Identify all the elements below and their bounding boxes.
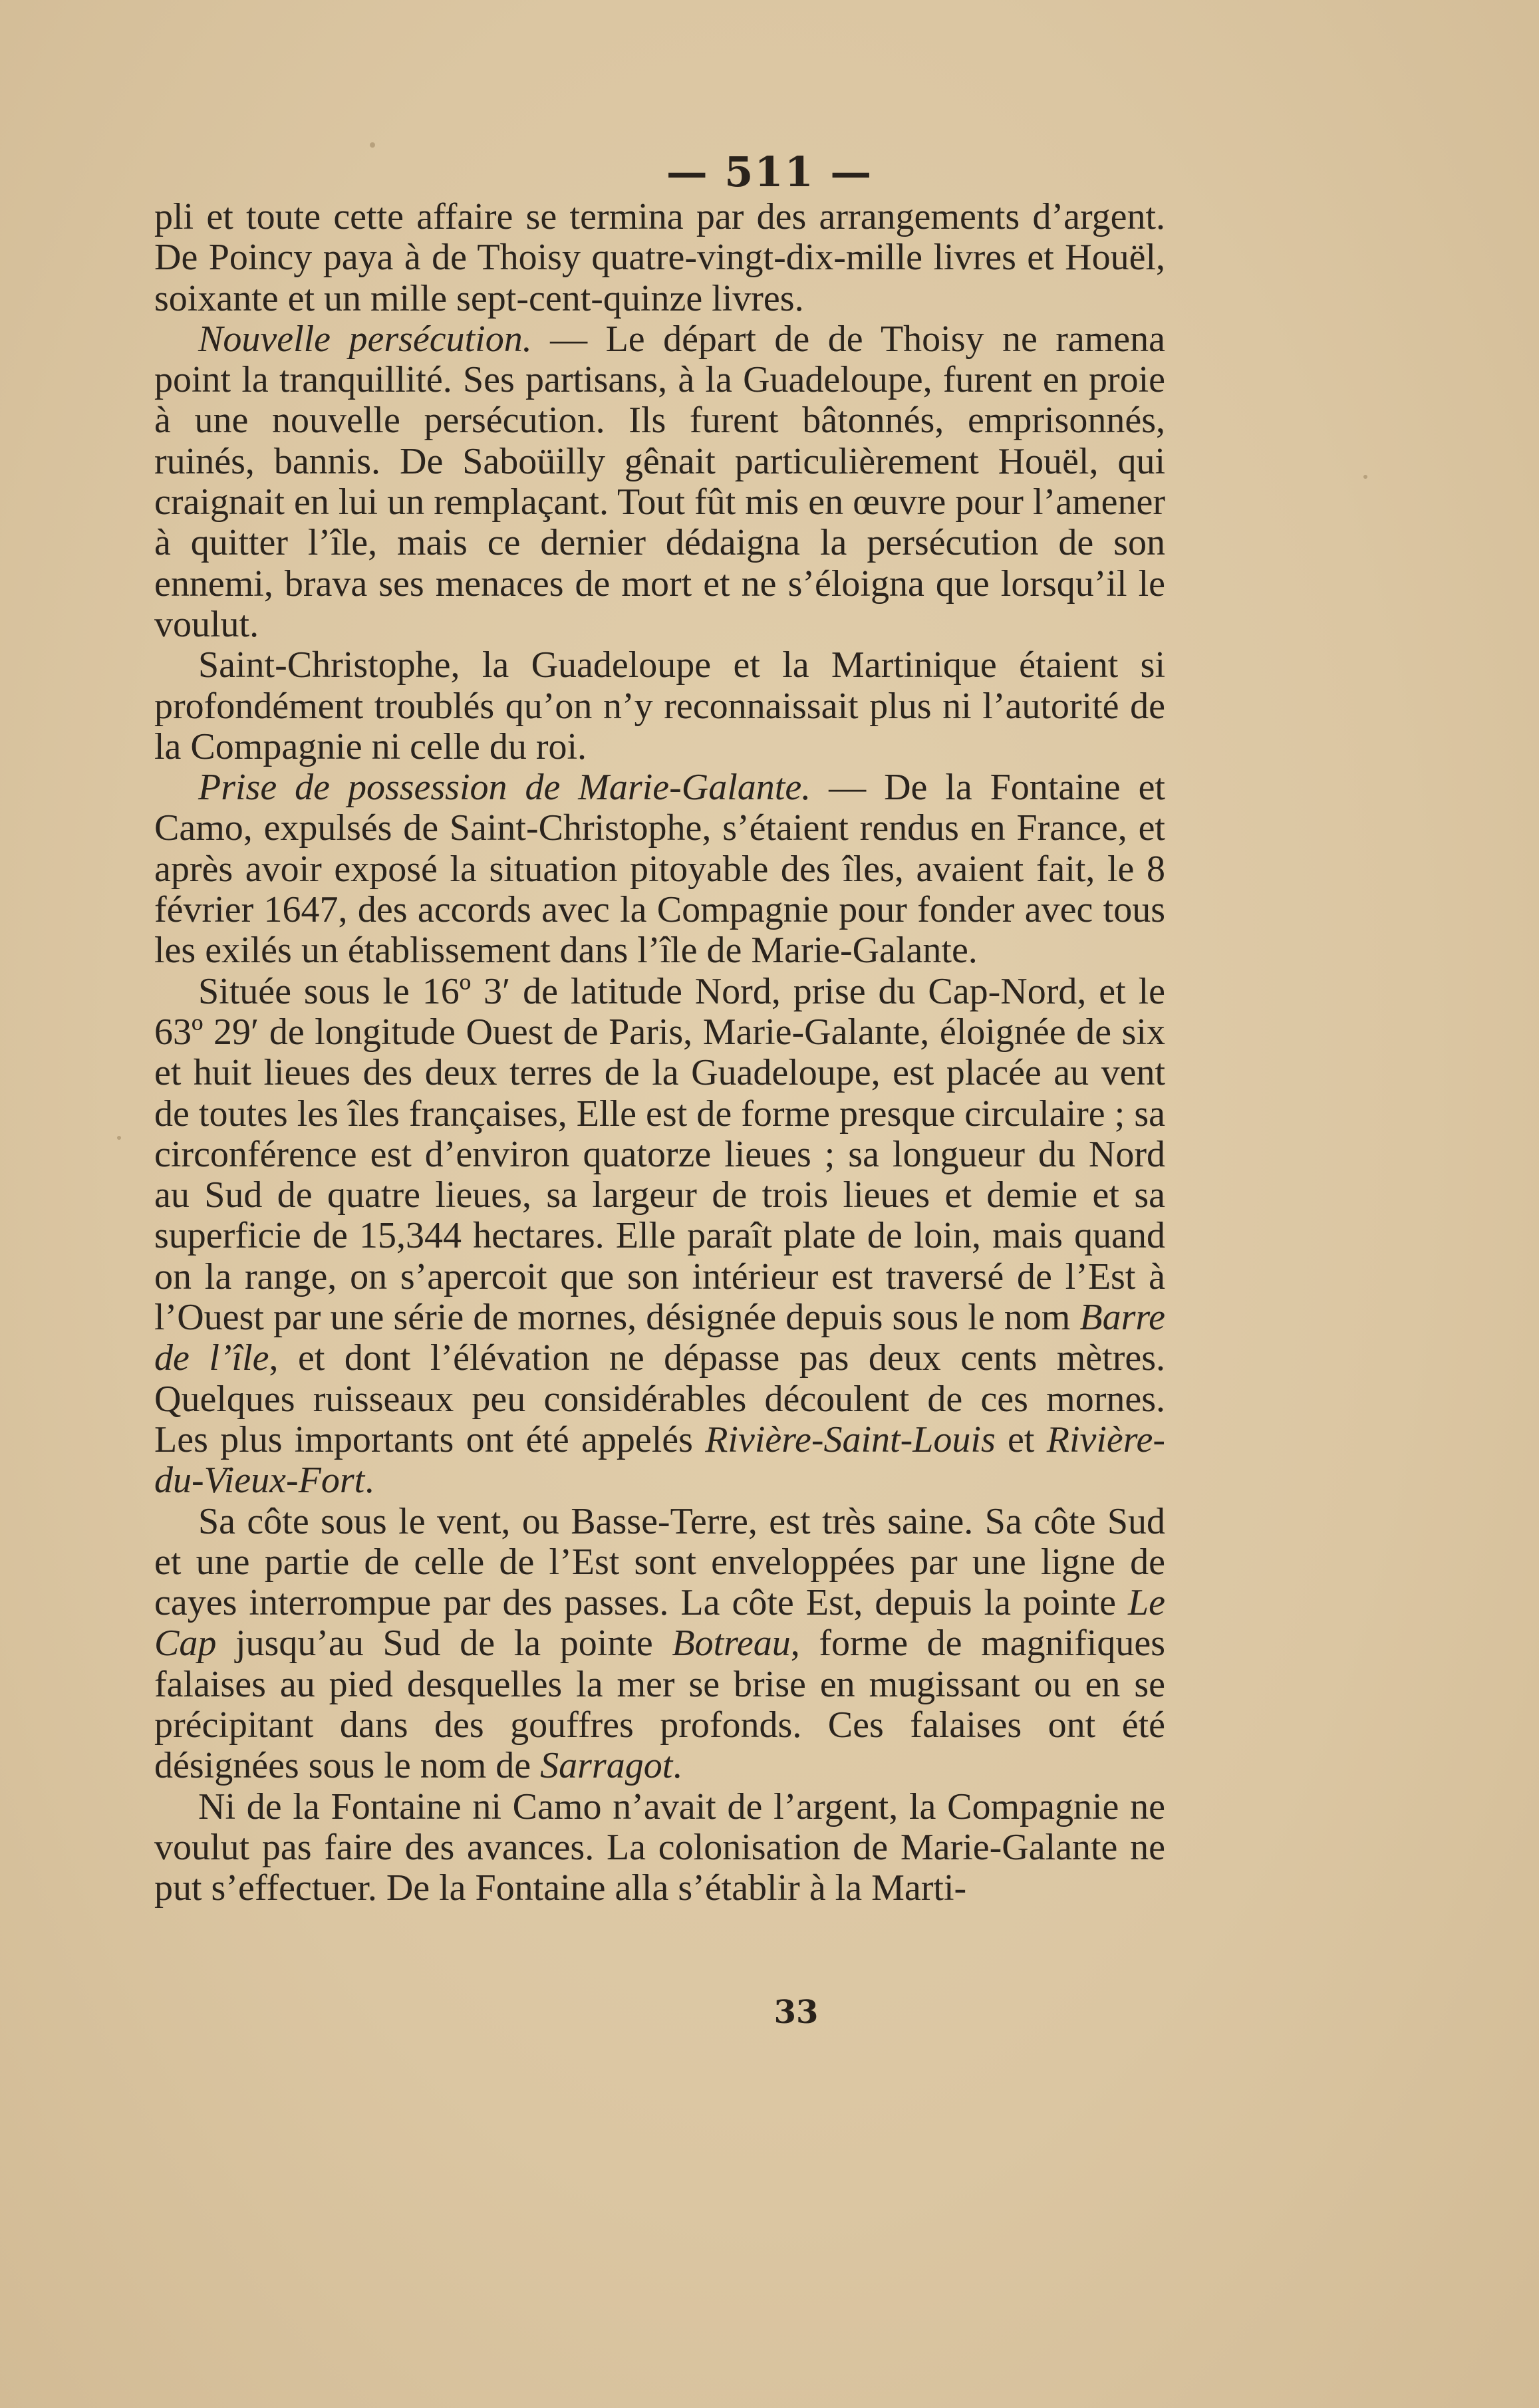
paragraph: [154, 972, 1165, 1502]
paragraph: [154, 645, 1165, 767]
italic-text: Nouvelle persécution.: [198, 318, 532, 360]
text-segment: .: [364, 1460, 374, 1502]
italic-text: Botreau: [672, 1623, 791, 1665]
text-segment: , et dont l’élévation ne dépasse pas deux cents mètres. Quelques ruisseaux peu considérables découlent de ces mornes. Les plus importants ont été appelés: [154, 1337, 1165, 1460]
paragraph: [154, 1787, 1165, 1909]
text-segment: — Le départ de de Thoisy ne ramena point la tranquillité. Ses partisans, à la Guadeloupe, furent en proie à une nouvelle persécution. Ils furent bâtonnés, emprisonnés, ruinés, bannis. De Saboüilly gênait particulièrement Houël, qui craignait en lui un remplaçant. Tout fût mis en œuvre pour l’amener à quitter l’île, mais ce dernier dédaigna la persécution de son ennemi, brava ses menaces de mort et ne s’éloigna que lorsqu’il le voulut.: [154, 318, 1165, 645]
italic-text: Rivière-Saint-Louis: [705, 1418, 996, 1460]
italic-text: Sarragot: [540, 1745, 673, 1787]
text-segment: pli et toute cette affaire se termina par des arrangements d’argent. De Poincy paya à de Thoisy quatre-vingt-dix-mille livres et Houël, soixante et un mille sept-cent-quinze livres.: [154, 196, 1165, 319]
page-number-header: — 511 —: [666, 148, 873, 196]
italic-text: Barre de l’île: [154, 1297, 1165, 1379]
italic-text: Prise de possession de Marie-Galante.: [198, 767, 811, 809]
text-segment: Sa côte sous le vent, ou Basse-Terre, est très saine. Sa côte Sud et une partie de celle de l’Est sont enveloppées par une ligne de cayes interrompue par des passes. La côte Est, depuis la pointe: [154, 1500, 1165, 1624]
text-segment: Saint-Christophe, la Guadeloupe et la Martinique étaient si profondément troublés qu’on n’y reconnaissait plus ni l’autorité de la Compagnie ni celle du roi.: [154, 644, 1165, 767]
text-segment: , forme de magnifiques falaises au pied desquelles la mer se brise en mugissant ou en se précipitant dans des gouffres profonds. Ces falaises ont été désignées sous le nom de: [154, 1623, 1165, 1787]
paragraph: [154, 197, 1165, 319]
text-segment: Ni de la Fontaine ni Camo n’avait de l’argent, la Compagnie ne voulut pas faire des avances. La colonisation de Marie-Galante ne put s’effectuer. De la Fontaine alla s’établir à la Marti-: [154, 1786, 1165, 1909]
text-segment: .: [672, 1745, 682, 1787]
body-text: [154, 197, 1165, 1909]
italic-text: Le Cap: [154, 1582, 1165, 1665]
text-segment: — De la Fontaine et Camo, expulsés de Saint-Christophe, s’étaient rendus en France, et après avoir exposé la situation pitoyable des îles, avaient fait, le 8 février 1647, des accords avec la Compagnie pour fonder avec tous les exilés un établissement dans l’île de Marie-Galante.: [154, 767, 1165, 972]
text-segment: et: [995, 1418, 1047, 1460]
text-segment: Située sous le 16º 3′ de latitude Nord, prise du Cap-Nord, et le 63º 29′ de longitude Ouest de Paris, Marie-Galante, éloignée de six et huit lieues des deux terres de la Guadeloupe, est placée au vent de toutes les îles françaises, Elle est de forme presque circulaire ; sa circonférence est d’environ quatorze lieues ; sa longueur du Nord au Sud de quatre lieues, sa largeur de trois lieues et demie et sa superficie de 15,344 hectares. Elle paraît plate de loin, mais quand on la range, on s’apercoit que son intérieur est traversé de l’Est à l’Ouest par une série de mornes, désignée depuis sous le nom: [154, 970, 1165, 1339]
paragraph: [154, 767, 1165, 971]
text-segment: jusqu’au Sud de la pointe: [216, 1623, 672, 1665]
paper-speck: [117, 1136, 121, 1140]
signature-mark: 33: [773, 1994, 819, 2031]
paper-speck: [1363, 475, 1367, 479]
paragraph: [154, 1502, 1165, 1787]
paragraph: [154, 319, 1165, 645]
paper-speck: [370, 142, 375, 148]
italic-text: Rivière-du-Vieux-Fort: [154, 1418, 1165, 1502]
